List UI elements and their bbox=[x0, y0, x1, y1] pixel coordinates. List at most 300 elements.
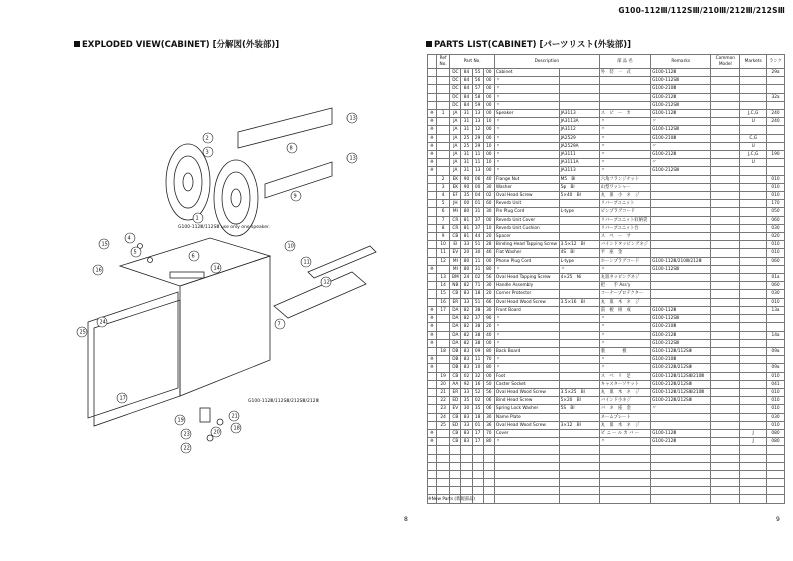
rank: 13a bbox=[767, 306, 785, 314]
common-model bbox=[711, 388, 740, 396]
common-model bbox=[711, 216, 740, 224]
rank bbox=[767, 77, 785, 85]
part-no-1: MI bbox=[450, 257, 461, 265]
part-no-2: 84 bbox=[461, 101, 472, 109]
table-row bbox=[428, 142, 785, 150]
remarks: G100-212Ⅲ/212SⅢ bbox=[651, 397, 711, 405]
foot-note: G100-112Ⅲ/112SⅢ/212SⅢ/212Ⅲ bbox=[248, 399, 319, 404]
common-model bbox=[711, 470, 740, 478]
description: 〃 bbox=[494, 126, 559, 134]
remarks bbox=[651, 216, 711, 224]
name-jp: 丸皿タッピングネジ bbox=[599, 274, 650, 282]
part-no-1: EI bbox=[450, 241, 461, 249]
part-no-2: 35 bbox=[461, 192, 472, 200]
speaker-note-1: G100-112Ⅲ/112SⅢ use only one speaker. bbox=[178, 225, 270, 230]
table-row bbox=[428, 126, 785, 134]
markets bbox=[740, 413, 767, 421]
markets bbox=[740, 93, 767, 101]
name-jp: 〃 bbox=[599, 331, 650, 339]
part-no-3: 01 bbox=[472, 421, 483, 429]
rank: 010 bbox=[767, 175, 785, 183]
spec bbox=[559, 93, 599, 101]
description: Phone Plug Cord bbox=[494, 257, 559, 265]
part-no-1: CB bbox=[450, 429, 461, 437]
rank bbox=[767, 487, 785, 495]
name-jp: リバーブユニット bbox=[599, 200, 650, 208]
part-no-1: JA bbox=[450, 118, 461, 126]
cabinet-right bbox=[180, 253, 270, 396]
rank bbox=[767, 167, 785, 175]
callout-17: 17 bbox=[119, 395, 126, 402]
callout-22: 22 bbox=[183, 445, 190, 452]
remarks: 〃 bbox=[651, 159, 711, 167]
part-no-3: 58 bbox=[472, 93, 483, 101]
spec: JA3111 bbox=[559, 151, 599, 159]
ref-no bbox=[436, 134, 449, 142]
remarks bbox=[651, 290, 711, 298]
table-row bbox=[428, 479, 785, 487]
table-row bbox=[428, 233, 785, 241]
name-jp: 外 装 一 式 bbox=[599, 69, 650, 77]
name-jp: ホーンプラグコード bbox=[599, 257, 650, 265]
rank: 010 bbox=[767, 298, 785, 306]
name-jp: 前 板 組 成 bbox=[599, 306, 650, 314]
part-no-3: 10 bbox=[472, 364, 483, 372]
description: Speaker bbox=[494, 110, 559, 118]
common-model bbox=[711, 495, 740, 503]
table-row bbox=[428, 93, 785, 101]
part-no-3: 71 bbox=[472, 282, 483, 290]
markets bbox=[740, 462, 767, 470]
ref-no bbox=[436, 470, 449, 478]
remarks: G100-210Ⅲ bbox=[651, 85, 711, 93]
table-row bbox=[428, 290, 785, 298]
name-jp: 〃 bbox=[599, 159, 650, 167]
remarks: G100-212Ⅲ bbox=[651, 93, 711, 101]
rank bbox=[767, 462, 785, 470]
remarks bbox=[651, 233, 711, 241]
remarks: G100-112Ⅲ/112SⅢ/210Ⅲ bbox=[651, 372, 711, 380]
common-model bbox=[711, 347, 740, 355]
table-row bbox=[428, 339, 785, 347]
spec bbox=[559, 438, 599, 446]
remarks bbox=[651, 282, 711, 290]
common-model bbox=[711, 151, 740, 159]
description: 〃 bbox=[494, 134, 559, 142]
parts-table bbox=[427, 54, 785, 504]
table-row bbox=[428, 356, 785, 364]
col-desc: Description bbox=[494, 55, 599, 69]
spec: 5×20 Bl bbox=[559, 397, 599, 405]
part-no-4 bbox=[483, 479, 494, 487]
description: 〃 bbox=[494, 93, 559, 101]
name-jp bbox=[599, 101, 650, 109]
description: Pin Plug Cord bbox=[494, 208, 559, 216]
part-no-2: 82 bbox=[461, 306, 472, 314]
col-common: Common Model bbox=[711, 55, 740, 69]
markets bbox=[740, 208, 767, 216]
new-mark bbox=[428, 233, 437, 241]
new-mark: ※ bbox=[428, 118, 437, 126]
part-no-2: 31 bbox=[461, 159, 472, 167]
markets bbox=[740, 192, 767, 200]
part-no-4: 00 bbox=[483, 372, 494, 380]
table-row bbox=[428, 405, 785, 413]
part-no-2: 33 bbox=[461, 421, 472, 429]
ref-no: 10 bbox=[436, 241, 449, 249]
part-no-4: 06 bbox=[483, 397, 494, 405]
part-no-3: 11 bbox=[472, 159, 483, 167]
markets bbox=[740, 470, 767, 478]
remarks: G100-112SⅢ bbox=[651, 315, 711, 323]
remarks bbox=[651, 200, 711, 208]
name-jp: 山型ワッシャー bbox=[599, 183, 650, 191]
name-jp: 〃 bbox=[599, 265, 650, 273]
spec: 4×25 Ni bbox=[559, 274, 599, 282]
callout-24: 24 bbox=[99, 319, 106, 326]
table-row bbox=[428, 159, 785, 167]
description: Foot bbox=[494, 372, 559, 380]
common-model bbox=[711, 134, 740, 142]
spec bbox=[559, 413, 599, 421]
description: Oval Head Wood Screw bbox=[494, 298, 559, 306]
remarks bbox=[651, 183, 711, 191]
part-no-4: 80 bbox=[483, 347, 494, 355]
common-model bbox=[711, 462, 740, 470]
ref-no bbox=[436, 356, 449, 364]
rank: 060 bbox=[767, 257, 785, 265]
ref-no bbox=[436, 487, 449, 495]
name-jp: バインド小ネジ bbox=[599, 397, 650, 405]
part-no-3: 38 bbox=[472, 306, 483, 314]
ref-no: 3 bbox=[436, 183, 449, 191]
remarks: G100-212Ⅲ bbox=[651, 331, 711, 339]
markets bbox=[740, 249, 767, 257]
ref-no: 25 bbox=[436, 421, 449, 429]
spec bbox=[559, 495, 599, 503]
part-no-3 bbox=[472, 454, 483, 462]
part-no-2: 30 bbox=[461, 405, 472, 413]
ref-no bbox=[436, 69, 449, 77]
description: 〃 bbox=[494, 438, 559, 446]
table-row bbox=[428, 438, 785, 446]
table-row bbox=[428, 69, 785, 77]
part-no-2 bbox=[461, 487, 472, 495]
new-mark: ※ bbox=[428, 151, 437, 159]
ref-no bbox=[436, 479, 449, 487]
spec: 4S Bl bbox=[559, 249, 599, 257]
new-mark: ※ bbox=[428, 356, 437, 364]
callout-12: 12 bbox=[323, 279, 330, 286]
spec bbox=[559, 380, 599, 388]
name-jp: 平 座 金 bbox=[599, 249, 650, 257]
part-no-2: 90 bbox=[461, 183, 472, 191]
part-no-3: 35 bbox=[472, 405, 483, 413]
ref-no: 9 bbox=[436, 233, 449, 241]
part-no-2: 33 bbox=[461, 298, 472, 306]
new-mark bbox=[428, 446, 437, 454]
reverb-unit bbox=[308, 246, 376, 278]
part-no-2: 82 bbox=[461, 323, 472, 331]
common-model bbox=[711, 479, 740, 487]
part-no-3 bbox=[472, 462, 483, 470]
rank bbox=[767, 495, 785, 503]
markets bbox=[740, 372, 767, 380]
rank bbox=[767, 126, 785, 134]
callout-8: 8 bbox=[289, 145, 293, 152]
rank: 080 bbox=[767, 438, 785, 446]
ref-no: 23 bbox=[436, 405, 449, 413]
part-no-4: 70 bbox=[483, 356, 494, 364]
new-mark bbox=[428, 413, 437, 421]
markets bbox=[740, 397, 767, 405]
part-no-1: EF bbox=[450, 192, 461, 200]
part-no-1: NB bbox=[450, 282, 461, 290]
name-jp: キャスターソケット bbox=[599, 380, 650, 388]
part-no-4: 00 bbox=[483, 167, 494, 175]
table-row bbox=[428, 495, 785, 503]
table-row bbox=[428, 200, 785, 208]
name-jp: 丸 皿 小 ネ ジ bbox=[599, 192, 650, 200]
part-no-2: 35 bbox=[461, 397, 472, 405]
ref-no bbox=[436, 339, 449, 347]
spec: 5φ Bl bbox=[559, 183, 599, 191]
part-no-1: ER bbox=[450, 388, 461, 396]
parts-list-title: PARTS LIST(CABINET) [パーツリスト(外装部)] bbox=[426, 38, 631, 50]
new-mark: ※ bbox=[428, 142, 437, 150]
part-no-4: 00 bbox=[483, 134, 494, 142]
part-no-3: 59 bbox=[472, 101, 483, 109]
table-row bbox=[428, 487, 785, 495]
table-row bbox=[428, 110, 785, 118]
part-no-4: 30 bbox=[483, 282, 494, 290]
part-no-2 bbox=[461, 462, 472, 470]
rank: 010 bbox=[767, 192, 785, 200]
description: Bind Head Screw bbox=[494, 397, 559, 405]
rank: 32a bbox=[767, 93, 785, 101]
part-no-3 bbox=[472, 487, 483, 495]
new-mark bbox=[428, 372, 437, 380]
spec: JA2529 bbox=[559, 134, 599, 142]
part-no-3: 04 bbox=[472, 192, 483, 200]
part-no-1 bbox=[450, 446, 461, 454]
markets bbox=[740, 257, 767, 265]
part-no-2: 82 bbox=[461, 331, 472, 339]
table-row bbox=[428, 167, 785, 175]
part-no-1: DC bbox=[450, 69, 461, 77]
part-no-1: CR bbox=[450, 216, 461, 224]
new-mark bbox=[428, 85, 437, 93]
table-row bbox=[428, 249, 785, 257]
name-jp bbox=[599, 495, 650, 503]
name-jp: 六角フランジナット bbox=[599, 175, 650, 183]
rank bbox=[767, 446, 785, 454]
handle bbox=[170, 272, 204, 278]
markets bbox=[740, 85, 767, 93]
ref-no bbox=[436, 364, 449, 372]
front-board-panel bbox=[88, 292, 178, 418]
common-model bbox=[711, 159, 740, 167]
common-model bbox=[711, 118, 740, 126]
common-model bbox=[711, 208, 740, 216]
part-no-1: AA bbox=[450, 380, 461, 388]
part-no-2: 31 bbox=[461, 151, 472, 159]
new-mark: ※ bbox=[428, 110, 437, 118]
part-no-1: ED bbox=[450, 421, 461, 429]
remarks: G100-112Ⅲ/112SⅢ bbox=[651, 347, 711, 355]
common-model bbox=[711, 233, 740, 241]
markets bbox=[740, 69, 767, 77]
ref-no bbox=[436, 438, 449, 446]
part-no-1: JA bbox=[450, 167, 461, 175]
remarks: G100-212Ⅲ bbox=[651, 151, 711, 159]
remarks bbox=[651, 192, 711, 200]
part-no-2: 24 bbox=[461, 274, 472, 282]
part-no-2: 84 bbox=[461, 93, 472, 101]
common-model bbox=[711, 364, 740, 372]
part-no-1: CB bbox=[450, 233, 461, 241]
part-no-1: DB bbox=[450, 364, 461, 372]
page-number-right: 9 bbox=[776, 516, 780, 523]
common-model bbox=[711, 306, 740, 314]
part-no-4: 10 bbox=[483, 224, 494, 232]
markets: J,C,G bbox=[740, 151, 767, 159]
description: 〃 bbox=[494, 77, 559, 85]
remarks: G100-212SⅢ bbox=[651, 101, 711, 109]
rank: 050 bbox=[767, 208, 785, 216]
spec: 3.5×16 Bl bbox=[559, 298, 599, 306]
part-no-3: 38 bbox=[472, 323, 483, 331]
description: Corner Protector bbox=[494, 290, 559, 298]
common-model bbox=[711, 446, 740, 454]
part-no-3: 02 bbox=[472, 274, 483, 282]
remarks: 〃 bbox=[651, 142, 711, 150]
spec bbox=[559, 347, 599, 355]
table-row bbox=[428, 421, 785, 429]
part-no-2: 33 bbox=[461, 241, 472, 249]
spec bbox=[559, 339, 599, 347]
common-model bbox=[711, 438, 740, 446]
remarks: G100-112Ⅲ bbox=[651, 306, 711, 314]
ref-no bbox=[436, 446, 449, 454]
description: 〃 bbox=[494, 356, 559, 364]
part-no-2: 00 bbox=[461, 200, 472, 208]
part-no-2: 82 bbox=[461, 282, 472, 290]
new-mark: ※ bbox=[428, 134, 437, 142]
markets bbox=[740, 454, 767, 462]
markets: U bbox=[740, 142, 767, 150]
table-row bbox=[428, 208, 785, 216]
side-panel-upper bbox=[238, 108, 332, 148]
remarks bbox=[651, 249, 711, 257]
common-model bbox=[711, 183, 740, 191]
table-row bbox=[428, 224, 785, 232]
callout-23: 23 bbox=[183, 431, 190, 438]
rank bbox=[767, 339, 785, 347]
name-jp: 〃 bbox=[599, 167, 650, 175]
part-no-2: 33 bbox=[461, 388, 472, 396]
name-jp: 〃 bbox=[599, 339, 650, 347]
spec bbox=[559, 69, 599, 77]
new-mark: ※ bbox=[428, 429, 437, 437]
common-model bbox=[711, 77, 740, 85]
common-model bbox=[711, 192, 740, 200]
remarks: G100-112Ⅲ bbox=[651, 110, 711, 118]
callout-10: 10 bbox=[287, 243, 294, 250]
table-row bbox=[428, 454, 785, 462]
ref-no: 1 bbox=[436, 110, 449, 118]
new-mark bbox=[428, 454, 437, 462]
part-no-2: 81 bbox=[461, 216, 472, 224]
col-remarks: Remarks bbox=[651, 55, 711, 69]
name-jp: 〃 bbox=[599, 364, 650, 372]
part-no-2: 82 bbox=[461, 339, 472, 347]
markets bbox=[740, 315, 767, 323]
markets bbox=[740, 306, 767, 314]
table-row bbox=[428, 85, 785, 93]
part-no-1: MI bbox=[450, 265, 461, 273]
part-no-4: 30 bbox=[483, 306, 494, 314]
part-no-3: 11 bbox=[472, 356, 483, 364]
description: Oval Head Screw bbox=[494, 192, 559, 200]
part-no-3: 00 bbox=[472, 183, 483, 191]
new-mark bbox=[428, 183, 437, 191]
callout-16: 16 bbox=[95, 267, 102, 274]
part-no-4 bbox=[483, 495, 494, 503]
part-no-1: DC bbox=[450, 85, 461, 93]
name-jp bbox=[599, 85, 650, 93]
ref-no bbox=[436, 118, 449, 126]
part-no-4: 00 bbox=[483, 77, 494, 85]
rank: 030 bbox=[767, 224, 785, 232]
markets bbox=[740, 298, 767, 306]
ref-no bbox=[436, 167, 449, 175]
name-jp bbox=[599, 454, 650, 462]
name-jp bbox=[599, 470, 650, 478]
common-model bbox=[711, 331, 740, 339]
markets bbox=[740, 331, 767, 339]
part-no-2: 80 bbox=[461, 257, 472, 265]
rank: 010 bbox=[767, 405, 785, 413]
new-mark bbox=[428, 298, 437, 306]
name-jp: ネームプレート bbox=[599, 413, 650, 421]
description: 〃 bbox=[494, 85, 559, 93]
table-row bbox=[428, 429, 785, 437]
table-row bbox=[428, 151, 785, 159]
part-no-4: 10 bbox=[483, 159, 494, 167]
part-no-4: 10 bbox=[483, 118, 494, 126]
description bbox=[494, 446, 559, 454]
part-no-2: 31 bbox=[461, 167, 472, 175]
part-no-3: 11 bbox=[472, 257, 483, 265]
remarks: G100-112Ⅲ bbox=[651, 69, 711, 77]
remarks: G100-210Ⅲ bbox=[651, 323, 711, 331]
name-jp: リバーブユニット台 bbox=[599, 224, 650, 232]
part-no-2: 81 bbox=[461, 224, 472, 232]
new-mark bbox=[428, 175, 437, 183]
spec bbox=[559, 233, 599, 241]
description: Handle Assembly bbox=[494, 282, 559, 290]
part-no-3: 56 bbox=[472, 77, 483, 85]
description: Back Board bbox=[494, 347, 559, 355]
name-jp: 〃 bbox=[599, 315, 650, 323]
name-jp: 〃 bbox=[599, 118, 650, 126]
table-row bbox=[428, 298, 785, 306]
rank: 190 bbox=[767, 151, 785, 159]
part-no-4: 10 bbox=[483, 142, 494, 150]
exploded-view-diagram bbox=[60, 60, 380, 460]
callout-14: 14 bbox=[213, 265, 220, 272]
